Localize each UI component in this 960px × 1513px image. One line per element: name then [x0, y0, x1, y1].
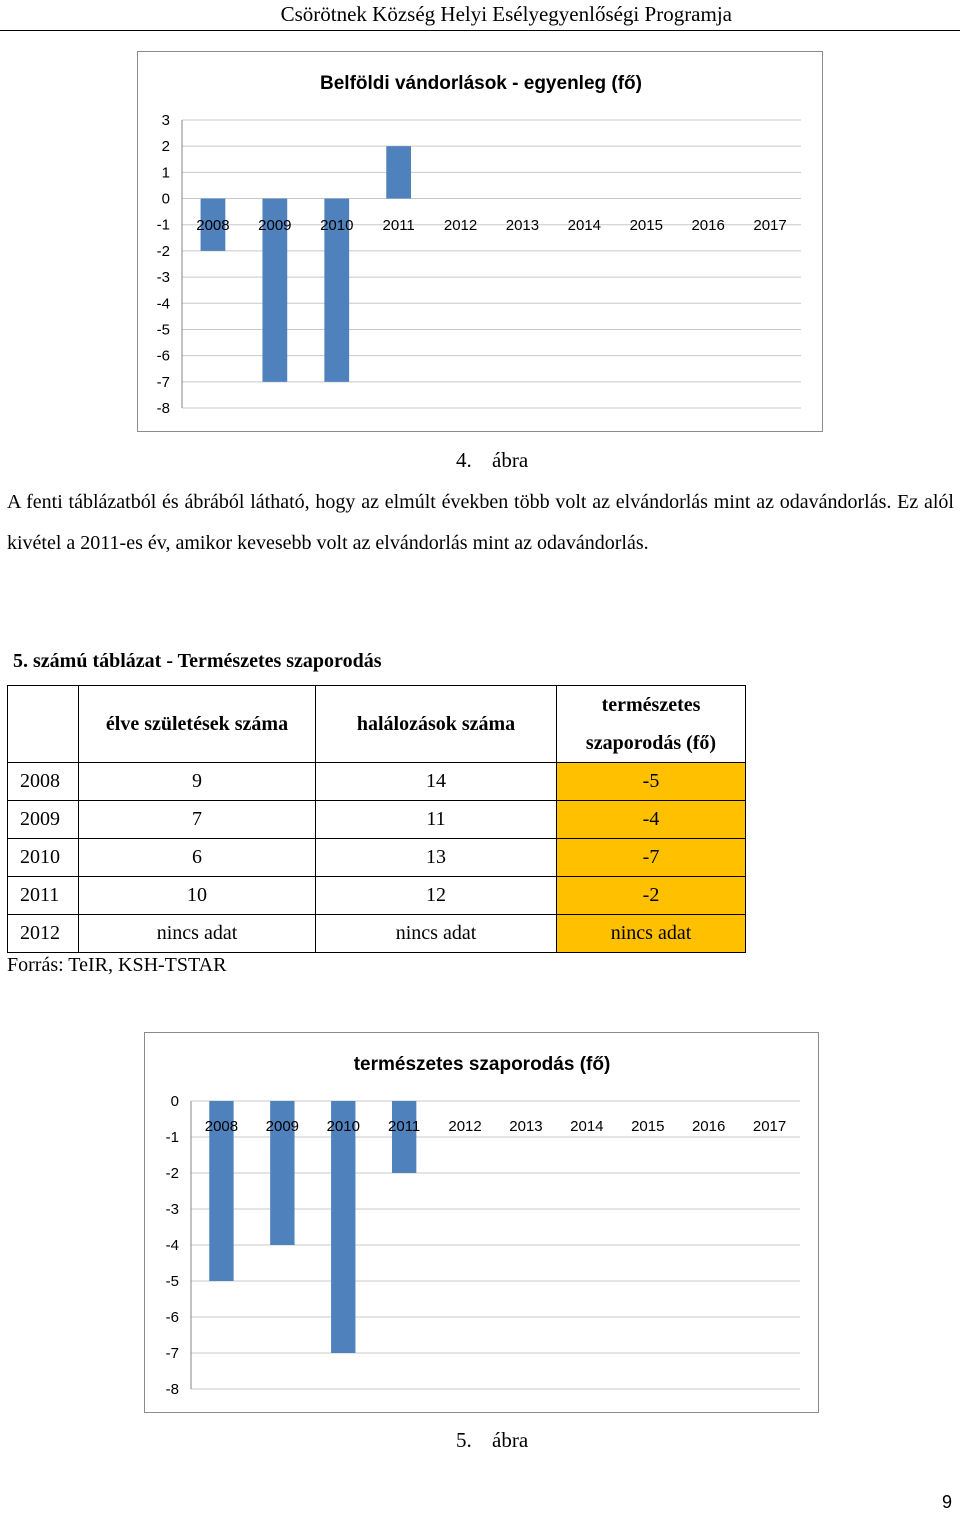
y-tick-label: -3: [156, 269, 170, 287]
x-tick-label: 2014: [567, 217, 602, 234]
y-tick-label: 0: [161, 190, 170, 208]
natural-increase-cell: -7: [557, 839, 746, 877]
page-header: [0, 0, 960, 31]
y-tick-label: -6: [165, 1309, 179, 1326]
x-tick-label: 2015: [631, 1118, 665, 1135]
caption-text: ábra: [492, 448, 529, 472]
table-cell: 6: [79, 839, 316, 877]
body-paragraph: [7, 482, 954, 564]
table-cell: nincs adat: [79, 915, 316, 953]
caption-number: 4.: [456, 448, 472, 472]
table-cell: 12: [316, 877, 557, 915]
header-cell-empty: [8, 686, 79, 763]
table-cell: nincs adat: [316, 915, 557, 953]
y-tick-label: -2: [165, 1165, 179, 1182]
header-title: Csörötnek Község Helyi Esélyegyenlőségi Programja: [280, 2, 732, 26]
migration-balance-chart-svg: [138, 52, 824, 433]
x-tick-label: 2010: [326, 1118, 360, 1135]
figure-caption-5: [456, 1428, 528, 1452]
chart-title: természetes szaporodás (fő): [353, 1054, 611, 1075]
y-tick-label: -5: [156, 321, 170, 339]
natural-increase-chart: [144, 1032, 819, 1413]
table-cell: 13: [316, 839, 557, 877]
x-tick-label: 2008: [196, 217, 230, 234]
y-tick-label: -8: [165, 1381, 179, 1398]
table-cell: 11: [316, 801, 557, 839]
table-row: [8, 763, 746, 801]
chart-title: Belföldi vándorlások - egyenleg (fő): [320, 73, 642, 94]
paragraph-text: A fenti táblázatból és ábrából látható, hogy az elmúlt években több volt az elvándorlás mint az odavándorlás. Ez alól kivétel a 2011-es év, amikor kevesebb volt az elvándorlás mint az odavándorlás.: [7, 491, 954, 554]
table-row: [8, 801, 746, 839]
y-tick-label: -7: [156, 373, 170, 391]
year-cell: 2008: [8, 763, 79, 801]
table-cell: 9: [79, 763, 316, 801]
x-tick-label: 2016: [691, 1118, 726, 1135]
y-tick-label: -1: [156, 216, 170, 234]
y-tick-label: -1: [165, 1129, 179, 1146]
year-cell: 2009: [8, 801, 79, 839]
header-natural-increase-label: természetes szaporodás (fő): [585, 694, 717, 754]
y-tick-label: 2: [161, 138, 170, 156]
header-cell-births: élve születések száma: [79, 686, 316, 763]
y-tick-label: -7: [165, 1345, 179, 1362]
x-tick-label: 2015: [629, 217, 663, 234]
bar-2011: [392, 1101, 416, 1173]
table-row: [8, 915, 746, 953]
header-cell-natural-increase: [557, 686, 746, 763]
natural-increase-cell: -5: [557, 763, 746, 801]
x-tick-label: 2013: [505, 217, 540, 234]
x-tick-label: 2013: [509, 1118, 543, 1135]
y-tick-label: -2: [156, 242, 170, 260]
y-tick-label: 1: [161, 164, 170, 182]
x-tick-label: 2009: [258, 217, 292, 234]
year-cell: 2012: [8, 915, 79, 953]
x-tick-label: 2009: [265, 1118, 300, 1135]
x-tick-label: 2017: [753, 217, 787, 234]
natural-increase-chart-svg: [145, 1033, 820, 1414]
year-cell: 2010: [8, 839, 79, 877]
natural-increase-cell: nincs adat: [557, 915, 746, 953]
x-tick-label: 2011: [382, 217, 415, 234]
caption-number: 5.: [456, 1428, 472, 1452]
y-tick-label: -3: [165, 1201, 179, 1218]
bar-2010: [331, 1101, 355, 1353]
table-cell: 7: [79, 801, 316, 839]
header-cell-deaths: halálozások száma: [316, 686, 557, 763]
page-number: 9: [941, 1492, 952, 1512]
table-row: [8, 877, 746, 915]
migration-balance-chart: [137, 51, 823, 432]
y-tick-label: 3: [161, 112, 170, 129]
y-tick-label: -6: [156, 347, 170, 365]
bar-2011: [386, 146, 411, 198]
y-tick-label: -4: [165, 1237, 179, 1254]
figure-caption-4: [456, 448, 528, 472]
x-tick-label: 2012: [448, 1118, 482, 1135]
y-tick-label: 0: [170, 1093, 179, 1110]
x-tick-label: 2008: [204, 1118, 239, 1135]
natural-increase-cell: -4: [557, 801, 746, 839]
x-tick-label: 2017: [752, 1118, 787, 1135]
table-title: 5. számú táblázat - Természetes szaporodás: [13, 650, 382, 672]
natural-increase-table: [7, 685, 746, 953]
table-cell: 14: [316, 763, 557, 801]
y-tick-label: -4: [156, 295, 170, 313]
year-cell: 2011: [8, 877, 79, 915]
table-header-row: [8, 686, 746, 763]
x-tick-label: 2012: [443, 217, 478, 234]
table-cell: 10: [79, 877, 316, 915]
y-tick-label: -8: [156, 400, 170, 417]
x-tick-label: 2011: [388, 1118, 421, 1135]
natural-increase-cell: -2: [557, 877, 746, 915]
x-tick-label: 2014: [570, 1118, 604, 1135]
x-tick-label: 2016: [691, 217, 725, 234]
table-row: [8, 839, 746, 877]
caption-text: ábra: [492, 1428, 529, 1452]
table-source: Forrás: TeIR, KSH-TSTAR: [7, 954, 227, 976]
x-tick-label: 2010: [320, 217, 354, 234]
y-tick-label: -5: [165, 1273, 179, 1290]
